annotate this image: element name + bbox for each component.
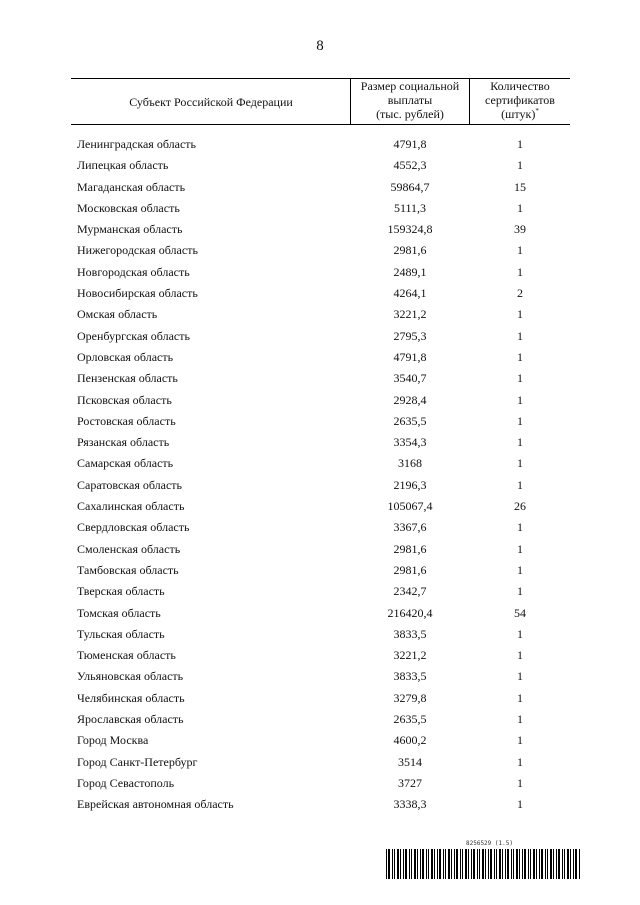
certificate-count: 1 (517, 690, 523, 705)
region-name: Город Москва (77, 733, 149, 748)
payment-amount: 3354,3 (393, 435, 427, 450)
region-name: Самарская область (77, 456, 174, 471)
table-row (0, 581, 640, 602)
region-name: Город Севастополь (77, 775, 175, 790)
table-row (0, 624, 640, 645)
region-name: Ростовская область (77, 413, 176, 428)
table-row (0, 283, 640, 304)
table-row (0, 645, 640, 666)
region-name: Псковская область (77, 392, 172, 407)
payment-amount: 3833,5 (393, 626, 427, 641)
certificate-count: 1 (517, 733, 523, 748)
payment-amount: 4600,2 (393, 733, 427, 748)
payment-amount: 3727 (398, 775, 422, 790)
certificate-count: 1 (517, 307, 523, 322)
table-row (0, 390, 640, 411)
region-name: Ярославская область (77, 712, 184, 727)
payment-amount: 105067,4 (387, 499, 433, 514)
payment-amount: 2928,4 (393, 392, 427, 407)
barcode-text: 8256529 (1.5) (466, 840, 513, 847)
header-count (470, 79, 570, 121)
header-amount (351, 79, 469, 121)
region-name: Липецкая область (77, 158, 169, 173)
certificate-count: 1 (517, 435, 523, 450)
table-row (0, 794, 640, 815)
payment-amount: 2635,5 (393, 413, 427, 428)
payment-amount: 4791,8 (393, 137, 427, 151)
table-row (0, 773, 640, 794)
certificate-count: 1 (517, 648, 523, 663)
certificate-count: 1 (517, 137, 523, 151)
payment-amount: 2635,5 (393, 712, 427, 727)
table-row (0, 304, 640, 325)
header-count-text: (штук) (501, 107, 536, 121)
certificate-count: 54 (514, 605, 526, 620)
payment-amount: 3833,5 (393, 669, 427, 684)
table-row (0, 709, 640, 730)
table-body (0, 134, 640, 816)
region-name: Нижегородская область (77, 243, 198, 258)
table-row (0, 262, 640, 283)
region-name: Мурманская область (77, 222, 183, 237)
certificate-count: 1 (517, 328, 523, 343)
payment-amount: 3367,6 (393, 520, 427, 535)
header-amount-line: (тыс. рублей) (376, 107, 444, 121)
table-row (0, 453, 640, 474)
table-row (0, 368, 640, 389)
page-number: 8 (316, 38, 324, 54)
certificate-count: 2 (517, 286, 523, 301)
certificate-count: 1 (517, 158, 523, 173)
header-subject: Субъект Российской Федерации (129, 95, 293, 109)
table-row (0, 240, 640, 261)
certificate-count: 1 (517, 520, 523, 535)
region-name: Смоленская область (77, 541, 181, 556)
region-name: Магаданская область (77, 179, 186, 194)
region-name: Свердловская область (77, 520, 190, 535)
table-row (0, 134, 640, 155)
certificate-count: 15 (514, 179, 526, 194)
region-name: Тверская область (77, 584, 165, 599)
certificate-count: 1 (517, 584, 523, 599)
table-row (0, 326, 640, 347)
payment-amount: 5111,3 (393, 200, 427, 215)
table-row (0, 155, 640, 176)
region-name: Томская область (77, 605, 161, 620)
region-name: Новосибирская область (77, 286, 198, 301)
table-row (0, 411, 640, 432)
table-row (0, 603, 640, 624)
payment-amount: 2981,6 (393, 562, 427, 577)
table-row (0, 688, 640, 709)
certificate-count: 1 (517, 200, 523, 215)
certificate-count: 1 (517, 243, 523, 258)
certificate-count: 1 (517, 541, 523, 556)
table-header-rule (71, 124, 570, 125)
header-amount-line: выплаты (387, 93, 433, 107)
certificate-count: 1 (517, 754, 523, 769)
region-name: Еврейская автономная область (77, 797, 234, 812)
certificate-count: 1 (517, 797, 523, 812)
certificate-count: 1 (517, 392, 523, 407)
table-row (0, 177, 640, 198)
table-row (0, 539, 640, 560)
payment-amount: 2196,3 (393, 477, 427, 492)
payment-amount: 159324,8 (387, 222, 433, 237)
payment-amount: 3338,3 (393, 797, 427, 812)
payment-amount: 2342,7 (393, 584, 427, 599)
certificate-count: 1 (517, 349, 523, 364)
region-name: Ленинградская область (77, 137, 196, 151)
payment-amount: 3540,7 (393, 371, 427, 386)
region-name: Саратовская область (77, 477, 183, 492)
region-name: Московская область (77, 200, 180, 215)
certificate-count: 1 (517, 264, 523, 279)
header-count-line (470, 107, 570, 121)
certificate-count: 1 (517, 456, 523, 471)
payment-amount: 2981,6 (393, 243, 427, 258)
header-count-line: Количество (490, 79, 550, 93)
table-row (0, 496, 640, 517)
region-name: Тамбовская область (77, 562, 179, 577)
table-row (0, 560, 640, 581)
table-row (0, 347, 640, 368)
payment-amount: 3279,8 (393, 690, 427, 705)
region-name: Орловская область (77, 349, 174, 364)
table-row (0, 475, 640, 496)
region-name: Тульская область (77, 626, 165, 641)
certificate-count: 1 (517, 669, 523, 684)
region-name: Пензенская область (77, 371, 178, 386)
region-name: Ульяновская область (77, 669, 184, 684)
payment-amount: 4791,8 (393, 349, 427, 364)
certificate-count: 1 (517, 775, 523, 790)
payment-amount: 4264,1 (393, 286, 427, 301)
payment-amount: 3221,2 (393, 648, 427, 663)
certificate-count: 1 (517, 413, 523, 428)
payment-amount: 3168 (398, 456, 422, 471)
header-amount-line: Размер социальной (360, 79, 460, 93)
payment-amount: 216420,4 (387, 605, 433, 620)
barcode-image (384, 849, 584, 879)
certificate-count: 1 (517, 371, 523, 386)
region-name: Тюменская область (77, 648, 176, 663)
table-row (0, 666, 640, 687)
table-row (0, 752, 640, 773)
payment-amount: 3221,2 (393, 307, 427, 322)
table-row (0, 730, 640, 751)
region-name: Рязанская область (77, 435, 170, 450)
table-row (0, 219, 640, 240)
payment-amount: 3514 (398, 754, 422, 769)
table-row (0, 517, 640, 538)
table-row (0, 198, 640, 219)
payment-amount: 59864,7 (390, 179, 430, 194)
region-name: Омская область (77, 307, 158, 322)
payment-amount: 2981,6 (393, 541, 427, 556)
certificate-count: 39 (514, 222, 526, 237)
region-name: Сахалинская область (77, 499, 185, 514)
barcode (384, 840, 584, 880)
table-row (0, 432, 640, 453)
payment-amount: 2795,3 (393, 328, 427, 343)
payment-amount: 4552,3 (393, 158, 427, 173)
certificate-count: 1 (517, 477, 523, 492)
region-name: Новгородская область (77, 264, 190, 279)
certificate-count: 26 (514, 499, 526, 514)
certificate-count: 1 (517, 562, 523, 577)
payment-amount: 2489,1 (393, 264, 427, 279)
certificate-count: 1 (517, 712, 523, 727)
header-count-line: сертификатов (485, 93, 555, 107)
region-name: Оренбургская область (77, 328, 190, 343)
region-name: Челябинская область (77, 690, 185, 705)
certificate-count: 1 (517, 626, 523, 641)
footnote-marker: * (535, 107, 539, 115)
region-name: Город Санкт-Петербург (77, 754, 198, 769)
